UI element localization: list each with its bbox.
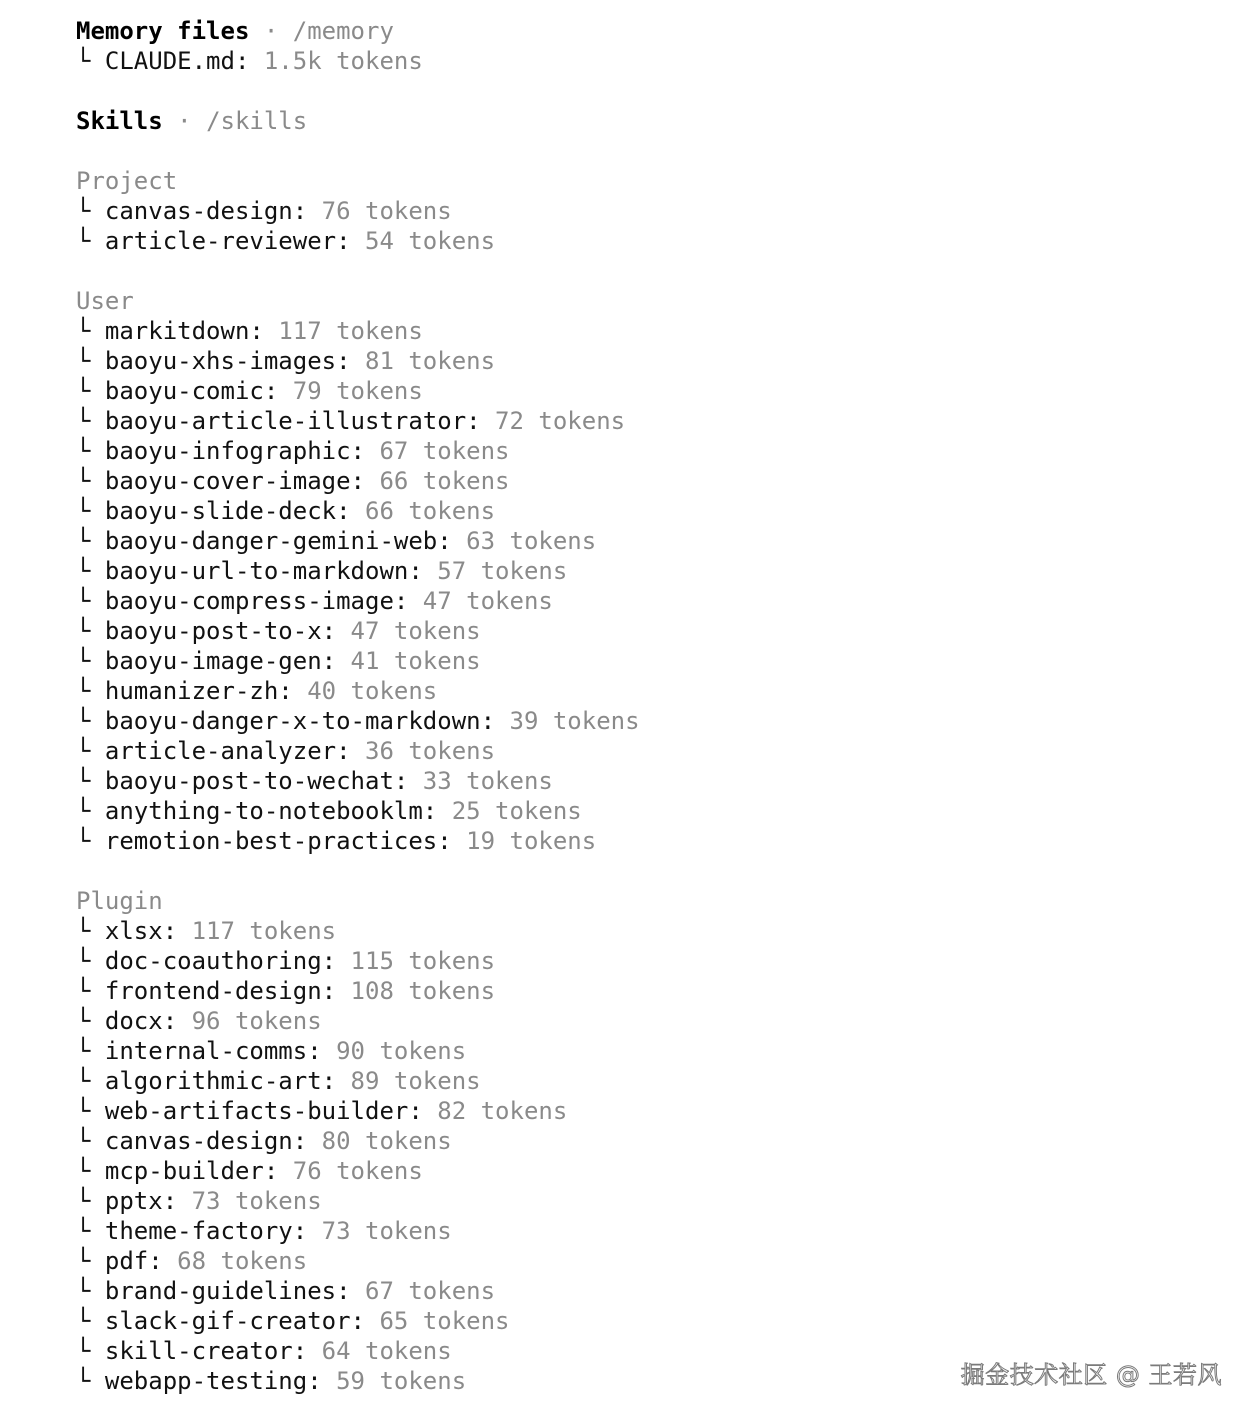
skill-row	[76, 706, 1176, 736]
skill-tokens: 47 tokens	[350, 617, 481, 645]
tree-branch-icon: └	[76, 1097, 91, 1125]
skill-row	[76, 316, 1176, 346]
spacer	[76, 256, 1176, 286]
skill-row	[76, 1246, 1176, 1276]
skill-name: baoyu-comic:	[104, 377, 279, 405]
tree-branch-icon: └	[76, 47, 91, 75]
skill-group-label: Plugin	[76, 887, 163, 915]
skill-row	[76, 796, 1176, 826]
skill-name: baoyu-post-to-x:	[104, 617, 337, 645]
skill-row	[76, 1306, 1176, 1336]
skill-name: brand-guidelines:	[104, 1277, 351, 1305]
skill-name: doc-coauthoring:	[104, 947, 337, 975]
skill-groups	[76, 136, 1176, 1396]
skill-name: humanizer-zh:	[104, 677, 293, 705]
tree-branch-icon: └	[76, 677, 91, 705]
skill-row	[76, 916, 1176, 946]
skill-tokens: 54 tokens	[365, 227, 496, 255]
tree-branch-icon: └	[76, 227, 91, 255]
skill-row	[76, 556, 1176, 586]
skill-group-label: Project	[76, 167, 178, 195]
skill-name: pdf:	[104, 1247, 163, 1275]
skill-name: article-reviewer:	[104, 227, 351, 255]
skill-tokens: 90 tokens	[336, 1037, 467, 1065]
skill-name: baoyu-xhs-images:	[104, 347, 351, 375]
skill-tokens: 117 tokens	[278, 317, 423, 345]
tree-branch-icon: └	[76, 1187, 91, 1215]
skill-name: slack-gif-creator:	[104, 1307, 365, 1335]
memory-header	[76, 16, 1176, 46]
skill-name: baoyu-image-gen:	[104, 647, 337, 675]
skills-separator: ·	[162, 107, 207, 135]
skill-tokens: 67 tokens	[365, 1277, 496, 1305]
skill-row	[76, 526, 1176, 556]
skill-tokens: 108 tokens	[350, 977, 496, 1005]
skill-tokens: 82 tokens	[437, 1097, 568, 1125]
memory-file-row	[76, 46, 1176, 76]
skill-name: pptx:	[104, 1187, 178, 1215]
tree-branch-icon: └	[76, 467, 91, 495]
skill-name: xlsx:	[104, 917, 178, 945]
tree-branch-icon: └	[76, 647, 91, 675]
skill-name: internal-comms:	[104, 1037, 322, 1065]
skill-row	[76, 1006, 1176, 1036]
skill-tokens: 89 tokens	[350, 1067, 481, 1095]
skill-row	[76, 466, 1176, 496]
skill-name: remotion-best-practices:	[104, 827, 452, 855]
skill-row	[76, 676, 1176, 706]
skill-tokens: 39 tokens	[509, 707, 640, 735]
skill-name: skill-creator:	[104, 1337, 308, 1365]
skill-tokens: 63 tokens	[466, 527, 597, 555]
skill-name: baoyu-url-to-markdown:	[104, 557, 423, 585]
tree-branch-icon: └	[76, 1007, 91, 1035]
spacer	[76, 76, 1176, 106]
tree-branch-icon: └	[76, 437, 91, 465]
tree-branch-icon: └	[76, 617, 91, 645]
tree-branch-icon: └	[76, 407, 91, 435]
skill-row	[76, 976, 1176, 1006]
skill-row	[76, 1216, 1176, 1246]
skill-name: canvas-design:	[104, 1127, 308, 1155]
tree-branch-icon: └	[76, 197, 91, 225]
tree-branch-icon: └	[76, 737, 91, 765]
skill-tokens: 40 tokens	[307, 677, 438, 705]
skill-row	[76, 1186, 1176, 1216]
tree-branch-icon: └	[76, 977, 91, 1005]
tree-branch-icon: └	[76, 1367, 91, 1395]
skill-row	[76, 376, 1176, 406]
tree-branch-icon: └	[76, 1307, 91, 1335]
tree-branch-icon: └	[76, 587, 91, 615]
skill-row	[76, 1096, 1176, 1126]
tree-branch-icon: └	[76, 947, 91, 975]
skill-name: canvas-design:	[104, 197, 308, 225]
memory-file-tokens: 1.5k tokens	[263, 47, 423, 75]
tree-branch-icon: └	[76, 797, 91, 825]
tree-branch-icon: └	[76, 1127, 91, 1155]
skill-tokens: 76 tokens	[292, 1157, 423, 1185]
skill-tokens: 19 tokens	[466, 827, 597, 855]
skill-name: frontend-design:	[104, 977, 337, 1005]
skill-group-label: User	[76, 287, 134, 315]
skill-tokens: 41 tokens	[350, 647, 481, 675]
skill-name: mcp-builder:	[104, 1157, 279, 1185]
skill-name: markitdown:	[104, 317, 264, 345]
memory-command: /memory	[292, 17, 394, 45]
skill-tokens: 66 tokens	[365, 497, 496, 525]
skills-header	[76, 106, 1176, 136]
skill-tokens: 81 tokens	[365, 347, 496, 375]
spacer	[76, 136, 1176, 166]
skill-name: algorithmic-art:	[104, 1067, 337, 1095]
tree-branch-icon: └	[76, 1067, 91, 1095]
skill-tokens: 36 tokens	[365, 737, 496, 765]
skill-tokens: 117 tokens	[191, 917, 337, 945]
terminal-output	[76, 16, 1176, 1396]
skills-command: /skills	[206, 107, 308, 135]
memory-title: Memory files	[76, 17, 250, 45]
skill-name: anything-to-notebooklm:	[104, 797, 438, 825]
skill-tokens: 66 tokens	[379, 467, 510, 495]
skill-tokens: 65 tokens	[379, 1307, 510, 1335]
skill-row	[76, 766, 1176, 796]
skill-name: article-analyzer:	[104, 737, 351, 765]
skill-row	[76, 1276, 1176, 1306]
skill-tokens: 72 tokens	[495, 407, 626, 435]
skill-name: docx:	[104, 1007, 178, 1035]
skill-tokens: 67 tokens	[379, 437, 510, 465]
skill-name: baoyu-compress-image:	[104, 587, 409, 615]
skill-tokens: 96 tokens	[191, 1007, 322, 1035]
tree-branch-icon: └	[76, 497, 91, 525]
skill-row	[76, 496, 1176, 526]
tree-branch-icon: └	[76, 557, 91, 585]
skill-tokens: 68 tokens	[177, 1247, 308, 1275]
skill-name: baoyu-cover-image:	[104, 467, 365, 495]
memory-file-name: CLAUDE.md:	[104, 47, 250, 75]
skill-name: baoyu-danger-gemini-web:	[104, 527, 452, 555]
tree-branch-icon: └	[76, 347, 91, 375]
tree-branch-icon: └	[76, 1247, 91, 1275]
tree-branch-icon: └	[76, 827, 91, 855]
tree-branch-icon: └	[76, 707, 91, 735]
skill-row	[76, 1066, 1176, 1096]
skill-name: baoyu-infographic:	[104, 437, 365, 465]
skill-row	[76, 1156, 1176, 1186]
skill-tokens: 64 tokens	[321, 1337, 452, 1365]
tree-branch-icon: └	[76, 1037, 91, 1065]
skill-row	[76, 946, 1176, 976]
tree-branch-icon: └	[76, 1157, 91, 1185]
skill-tokens: 59 tokens	[336, 1367, 467, 1395]
skill-tokens: 25 tokens	[451, 797, 582, 825]
skill-tokens: 76 tokens	[321, 197, 452, 225]
skill-row	[76, 1126, 1176, 1156]
skill-name: webapp-testing:	[104, 1367, 322, 1395]
skill-tokens: 79 tokens	[292, 377, 423, 405]
skill-name: web-artifacts-builder:	[104, 1097, 423, 1125]
tree-branch-icon: └	[76, 1217, 91, 1245]
skill-tokens: 115 tokens	[350, 947, 496, 975]
skill-tokens: 57 tokens	[437, 557, 568, 585]
watermark: 掘金技术社区 @ 王若风	[960, 1361, 1222, 1389]
skill-row	[76, 646, 1176, 676]
skill-name: baoyu-post-to-wechat:	[104, 767, 409, 795]
skill-row	[76, 346, 1176, 376]
skill-tokens: 73 tokens	[321, 1217, 452, 1245]
tree-branch-icon: └	[76, 527, 91, 555]
skill-tokens: 80 tokens	[321, 1127, 452, 1155]
skill-name: baoyu-slide-deck:	[104, 497, 351, 525]
skill-tokens: 73 tokens	[191, 1187, 322, 1215]
skill-tokens: 33 tokens	[422, 767, 553, 795]
skill-row	[76, 406, 1176, 436]
tree-branch-icon: └	[76, 1277, 91, 1305]
skill-name: baoyu-article-illustrator:	[104, 407, 481, 435]
tree-branch-icon: └	[76, 767, 91, 795]
tree-branch-icon: └	[76, 377, 91, 405]
skill-row	[76, 616, 1176, 646]
skill-row	[76, 586, 1176, 616]
skill-row	[76, 826, 1176, 856]
tree-branch-icon: └	[76, 317, 91, 345]
skills-title: Skills	[76, 107, 163, 135]
tree-branch-icon: └	[76, 1337, 91, 1365]
skill-name: theme-factory:	[104, 1217, 308, 1245]
skill-row	[76, 226, 1176, 256]
memory-separator: ·	[249, 17, 293, 45]
spacer	[76, 856, 1176, 886]
skill-tokens: 47 tokens	[422, 587, 553, 615]
skill-row	[76, 1036, 1176, 1066]
skill-row	[76, 196, 1176, 226]
skill-name: baoyu-danger-x-to-markdown:	[104, 707, 496, 735]
tree-branch-icon: └	[76, 917, 91, 945]
skill-row	[76, 436, 1176, 466]
skill-row	[76, 736, 1176, 766]
